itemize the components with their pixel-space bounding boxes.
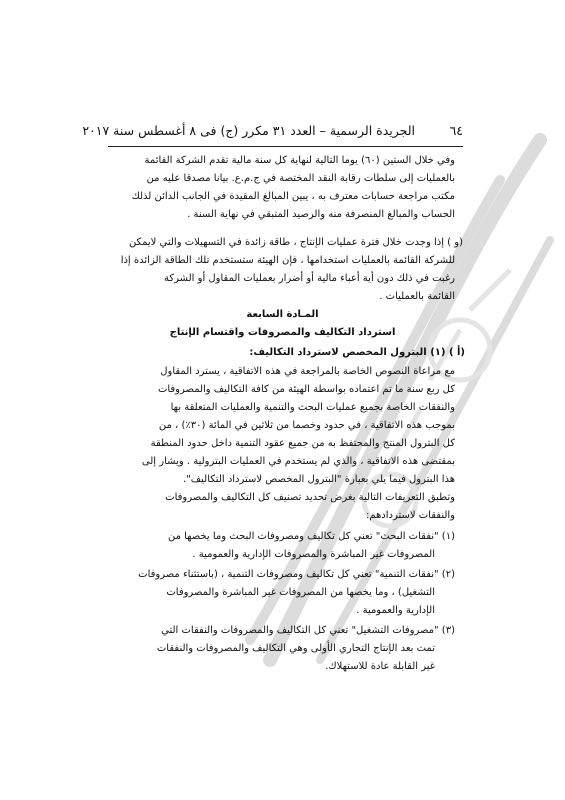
- list-item: (٢) "نفقات التنمية" تعني كل تكاليف ومصروفات التنمية ، (باستثناء مصروفات: [138, 569, 455, 580]
- body-line: والنفقات الخاصة بجميع عمليات البحث والتنمية والعمليات المتعلقة بها: [170, 402, 455, 413]
- body-line: بالعمليات إلى سلطات رقابة النقد المختصة في ج.م.ع. بيانا مصدقا عليه من: [146, 173, 455, 184]
- list-item: المصروفات غير المباشرة والمصروفات الإدارية والعمومية .: [192, 549, 435, 560]
- body-line: القائمة بالعمليات .: [379, 291, 455, 302]
- page-number: ٦٤: [449, 123, 463, 138]
- body-line: بمقتضى هذه الاتفاقية ، والذي لم يستخدم في العمليات البترولية . ويشار إلى: [141, 456, 455, 467]
- body-line: وتطبق التعريفات التالية بغرض تحديد تصنيف كل التكاليف والمصروفات: [165, 492, 455, 503]
- header-title: الجريدة الرسمية – العدد ٣١ مكرر (ج) فى ٨ أغسطس سنة ٢٠١٧: [82, 123, 415, 138]
- list-item: التشغيل) ، وما يخصها من المصروفات غير المباشرة والمصروفات: [166, 587, 435, 598]
- article-subtitle: استرداد التكاليف والمصروفات واقتسام الإنتاج: [169, 327, 396, 338]
- section-heading: (أ ) (١) البترول المخصص لاسترداد التكاليف:: [249, 347, 465, 358]
- body-line: للشركة القائمة بالعمليات استخدامها ، فإن الهيئة ستستخدم تلك الطاقة الزائدة إذا: [120, 255, 455, 266]
- article-title: المـادة السابعة: [246, 309, 319, 320]
- page-header: [82, 123, 463, 145]
- body-line: كل البترول المنتج والمحتفظ به من جميع عقود التنمية داخل حدود المنطقة: [150, 438, 455, 449]
- body-line: هذا البترول فيما يلي بعبارة "البترول المخصص لاسترداد التكاليف".: [183, 474, 455, 485]
- header-rule: [108, 146, 463, 147]
- body-line: بموجب هذه الاتفاقية ، في حدود وخصما من ثلاثين في المائة (٣٠٪) ، من: [158, 420, 455, 431]
- list-item: الإدارية والعمومية .: [356, 605, 435, 616]
- body-line: الحساب والمبالغ المنصرفة منه والرصيد المتبقي في نهاية السنة .: [187, 209, 455, 220]
- body-line: والنفقات لاستردادهم:: [365, 510, 455, 521]
- body-line: مكتب مراجعة حسابات معترف به ، يبين المبالغ المقيدة في الجانب الدائن لذلك: [131, 191, 455, 202]
- list-item: تمت بعد الإنتاج التجاري الأولى وهي التكاليف والمصروفات والنفقات: [156, 643, 435, 654]
- body-line: رغبت في ذلك دون أية أعباء مالية أو أضرار بعمليات المقاول أو الشركة: [164, 273, 455, 284]
- body-line: (و ) إذا وجدت خلال فترة عمليات الإنتاج ، طاقة زائدة في التسهيلات والتي لايمكن: [128, 237, 463, 248]
- body-line: كل ربع سنة ما تم اعتماده بواسطة الهيئة من كافة التكاليف والمصروفات: [157, 384, 455, 395]
- list-item: (٣) "مصروفات التشغيل" تعني كل التكاليف والمصروفات والنفقات التي: [161, 625, 455, 636]
- body-line: وفي خلال الستين (٦٠) يوما التالية لنهاية كل سنة مالية تقدم الشركة القائمة: [144, 155, 455, 166]
- body-line: مع مراعاة النصوص الخاصة بالمراجعة في هذه الاتفاقية ، يسترد المقاول: [160, 366, 455, 377]
- list-item: (١) "نفقات البحث" تعني كل تكاليف ومصروفات البحث وما يخصها من: [167, 531, 455, 542]
- list-item: غير القابلة عادة للاستهلاك.: [325, 661, 435, 672]
